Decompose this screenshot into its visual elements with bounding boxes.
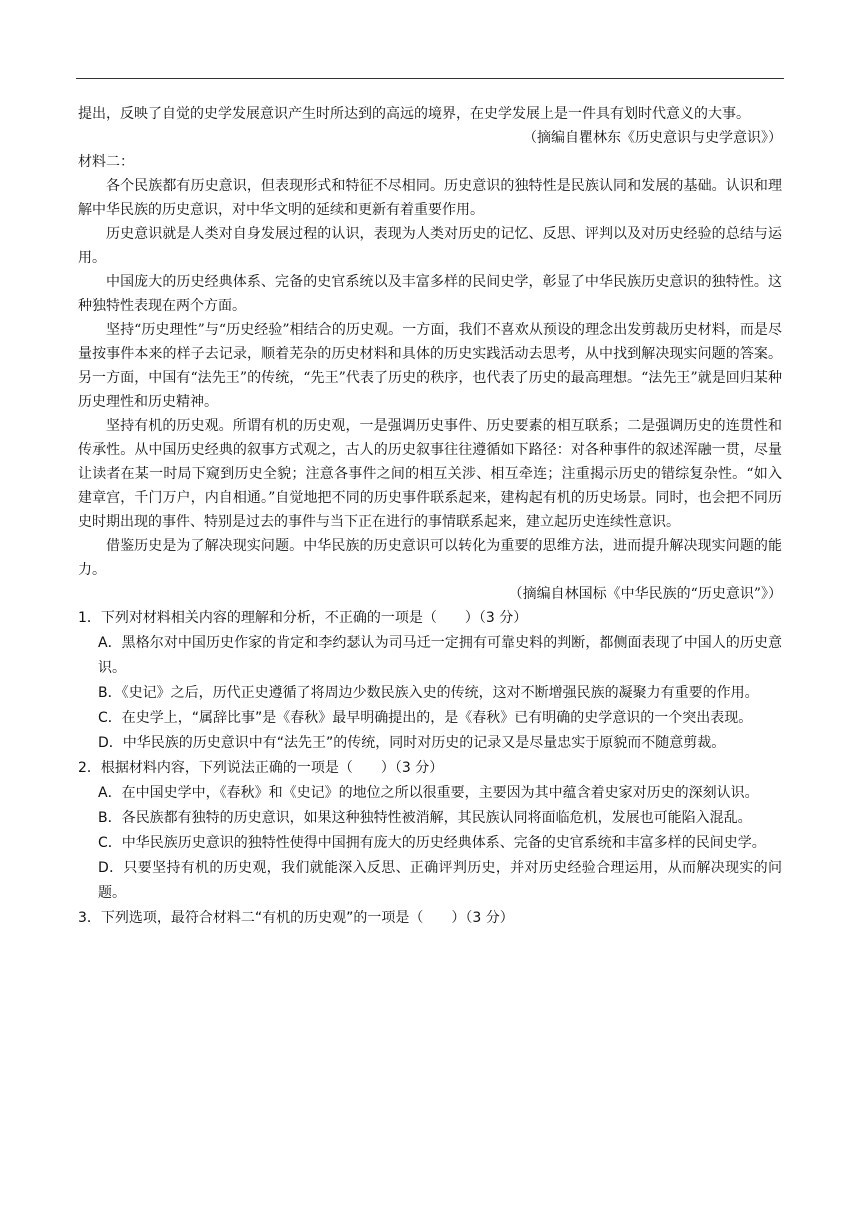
material2-paragraph: 中国庞大的历史经典体系、完备的史官系统以及丰富多样的民间史学，彰显了中华民族历史意识的独特性。这种独特性表现在两个方面。	[78, 274, 782, 314]
material2-label: 材料二：	[78, 154, 134, 170]
material2-paragraph: 借鉴历史是为了解决现实问题。中华民族的历史意识可以转化为重要的思维方法，进而提升解决现实问题的能力。	[78, 538, 782, 578]
material2-paragraph: 坚持有机的历史观。所谓有机的历史观，一是强调历史事件、历史要素的相互联系；二是强调历史的连贯性和传承性。从中国历史经典的叙事方式观之，古人的历史叙事往往遵循如下路径：对各种事件的叙述浑融一贯，尽量让读者在某一时局下窥到历史全貌；注意各事件之间的相互关涉、相互牵连；注重揭示历史的错综复杂性。“如入建章宫，千门万户，内自相通。”自觉地把不同的历史事件联系起来，建构起有机的历史场景。同时，也会把不同历史时期出现的事件、特别是过去的事件与当下正在进行的事情联系起来，建立起历史连续性意识。	[78, 418, 782, 530]
question-stem: 3．下列选项，最符合材料二“有机的历史观”的一项是（ ）（3 分）	[78, 910, 514, 926]
question-option: B．各民族都有独特的历史意识，如果这种独特性被消解，其民族认同将面临危机，发展也可能陷入混乱。	[98, 810, 752, 826]
header-rule	[76, 78, 784, 79]
material2-source: （摘编自林国标《中华民族的“历史意识”》）	[508, 586, 782, 602]
question-option: C．中华民族历史意识的独特性使得中国拥有庞大的历史经典体系、完备的史官系统和丰富多样的民间史学。	[98, 835, 766, 851]
material1-source: （摘编自瞿林东《历史意识与史学意识》）	[523, 130, 782, 146]
material1-continuation: 提出，反映了自觉的史学发展意识产生时所达到的高远的境界，在史学发展上是一件具有划时代意义的大事。	[78, 106, 750, 122]
question-option: C．在史学上，“属辞比事”是《春秋》最早明确提出的，是《春秋》已有明确的史学意识的一个突出表现。	[98, 710, 753, 726]
material2-paragraph: 历史意识就是人类对自身发展过程的认识，表现为人类对历史的记忆、反思、评判以及对历史经验的总结与运用。	[78, 226, 782, 266]
question-2	[78, 756, 782, 906]
material2-paragraph: 各个民族都有历史意识，但表现形式和特征不尽相同。历史意识的独特性是民族认同和发展的基础。认识和理解中华民族的历史意识，对中华文明的延续和更新有着重要作用。	[78, 178, 782, 218]
document-body	[78, 102, 782, 931]
question-option: D．中华民族的历史意识中有“法先王”的传统，同时对历史的记录又是尽量忠实于原貌而不随意剪裁。	[98, 735, 726, 751]
question-option: A．在中国史学中，《春秋》和《史记》的地位之所以很重要，主要因为其中蕴含着史家对历史的深刻认识。	[98, 785, 759, 801]
question-1	[78, 606, 782, 756]
question-option: A．黑格尔对中国历史作家的肯定和李约瑟认为司马迁一定拥有可靠史料的判断，都侧面表现了中国人的历史意识。	[98, 635, 782, 676]
question-3	[78, 906, 782, 931]
question-option: B．《史记》之后，历代正史遵循了将周边少数民族入史的传统，这对不断增强民族的凝聚力有重要的作用。	[98, 685, 759, 701]
question-option: D．只要坚持有机的历史观，我们就能深入反思、正确评判历史，并对历史经验合理运用，从而解决现实的问题。	[98, 860, 782, 901]
question-stem: 2．根据材料内容，下列说法正确的一项是（ ）（3 分）	[78, 760, 444, 776]
question-stem: 1．下列对材料相关内容的理解和分析，不正确的一项是（ ）（3 分）	[78, 610, 528, 626]
material2-paragraph: 坚持“历史理性”与“历史经验”相结合的历史观。一方面，我们不喜欢从预设的理念出发剪裁历史材料，而是尽量按事件本来的样子去记录，顺着芜杂的历史材料和具体的历史实践活动去思考，从中找到解决现实问题的答案。另一方面，中国有“法先王”的传统，“先王”代表了历史的秩序，也代表了历史的最高理想。“法先王”就是回归某种历史理性和历史精神。	[78, 322, 782, 410]
